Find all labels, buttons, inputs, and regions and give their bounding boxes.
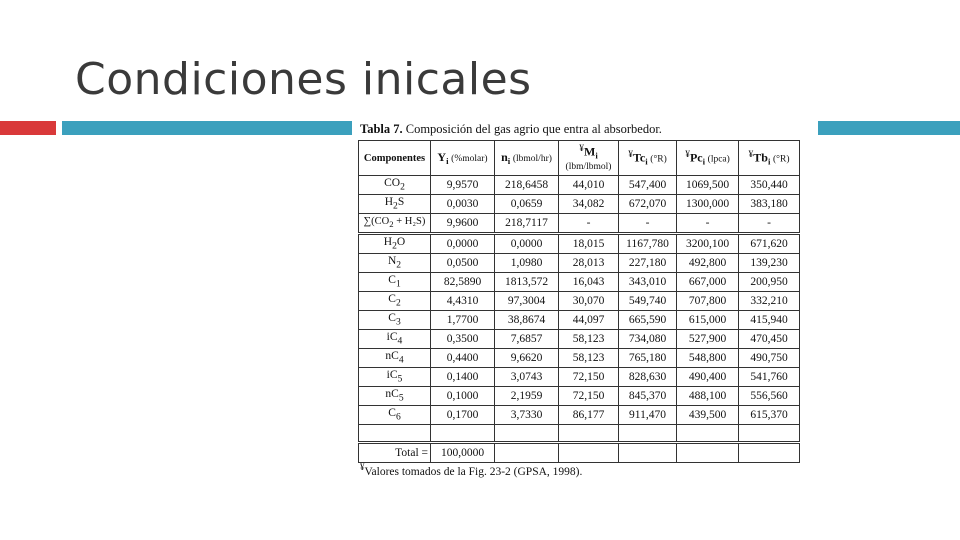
cell-tb: 490,750: [739, 349, 800, 368]
cell-component: $\sum(CO_2 + H_2S)$: [359, 214, 431, 234]
cell-ni: 9,6620: [495, 349, 559, 368]
cell-tb: 415,940: [739, 311, 800, 330]
cell-pc: 1069,500: [677, 176, 739, 195]
cell-pc: 1300,000: [677, 195, 739, 214]
cell-tc: 734,080: [619, 330, 677, 349]
cell-pc: 488,100: [677, 387, 739, 406]
cell-pc: 439,500: [677, 406, 739, 425]
cell-yi: 0,0500: [431, 254, 495, 273]
cell-tb: 332,210: [739, 292, 800, 311]
cell-pc: 3200,100: [677, 234, 739, 254]
cell-ni: 3,0743: [495, 368, 559, 387]
cell-ni: 7,6857: [495, 330, 559, 349]
cell-tb: 556,560: [739, 387, 800, 406]
cell-tb: 139,230: [739, 254, 800, 273]
cell-pc: 490,400: [677, 368, 739, 387]
cell-tb: -: [739, 214, 800, 234]
cell-yi: 0,4400: [431, 349, 495, 368]
cell-component: $H_2O$: [359, 234, 431, 254]
cell-pc: 527,900: [677, 330, 739, 349]
cell-component: $C_2$: [359, 292, 431, 311]
cell-mi: 72,150: [559, 387, 619, 406]
total-value: 100,0000: [431, 443, 495, 463]
cell-component: $H_2S$: [359, 195, 431, 214]
cell-component: $CO_2$: [359, 176, 431, 195]
cell-mi: 58,123: [559, 349, 619, 368]
total-label: Total =: [359, 443, 431, 463]
cell-pc: 667,000: [677, 273, 739, 292]
caption-text: Composición del gas agrio que entra al absorbedor.: [402, 122, 662, 136]
cell-component: $iC_4$: [359, 330, 431, 349]
cell-mi: 28,013: [559, 254, 619, 273]
cell-yi: 0,1400: [431, 368, 495, 387]
table-caption: [360, 122, 662, 137]
cell-component: $iC_5$: [359, 368, 431, 387]
cell-component: $nC_5$: [359, 387, 431, 406]
table-row-c2: [359, 292, 800, 311]
cell-tc: 845,370: [619, 387, 677, 406]
cell-pc: 615,000: [677, 311, 739, 330]
cell-tc: 672,070: [619, 195, 677, 214]
cell-component: $C_1$: [359, 273, 431, 292]
cell-pc: -: [677, 214, 739, 234]
cell-tb: 200,950: [739, 273, 800, 292]
cell-ni: 1813,572: [495, 273, 559, 292]
table-figure: [352, 117, 818, 482]
cell-tc: 1167,780: [619, 234, 677, 254]
cell-mi: 72,150: [559, 368, 619, 387]
cell-yi: 0,1700: [431, 406, 495, 425]
cell-tc: 227,180: [619, 254, 677, 273]
table-row-c3: [359, 311, 800, 330]
table-row-ic5: [359, 368, 800, 387]
cell-yi: 9,9570: [431, 176, 495, 195]
header-tc: $^¥Tc_i$ (°R): [619, 141, 677, 176]
header-pc: $^¥Pc_i$ (lpca): [677, 141, 739, 176]
cell-ni: 3,7330: [495, 406, 559, 425]
cell-tc: 665,590: [619, 311, 677, 330]
cell-pc: 492,800: [677, 254, 739, 273]
table-footnote: ¥Valores tomados de la Fig. 23-2 (GPSA, 1998).: [360, 462, 583, 478]
table-row-c1: [359, 273, 800, 292]
table-row-total: [359, 443, 800, 463]
cell-component: $nC_4$: [359, 349, 431, 368]
cell-tc: 547,400: [619, 176, 677, 195]
table-row-nc5: [359, 387, 800, 406]
header-yi: $Y_i$ (%molar): [431, 141, 495, 176]
caption-label: Tabla 7.: [360, 122, 403, 136]
table-row-h2o: [359, 234, 800, 254]
cell-tb: 615,370: [739, 406, 800, 425]
header-mi: $^¥M_i$ (lbm/lbmol): [559, 141, 619, 176]
cell-yi: 82,5890: [431, 273, 495, 292]
accent-bar-blue-right: [818, 121, 960, 135]
cell-component: $N_2$: [359, 254, 431, 273]
table-row-ic4: [359, 330, 800, 349]
cell-yi: 0,0000: [431, 234, 495, 254]
table-row-c6: [359, 406, 800, 425]
cell-mi: 18,015: [559, 234, 619, 254]
cell-yi: 0,3500: [431, 330, 495, 349]
cell-tc: 549,740: [619, 292, 677, 311]
cell-yi: 4,4310: [431, 292, 495, 311]
cell-mi: 44,097: [559, 311, 619, 330]
cell-pc: 548,800: [677, 349, 739, 368]
composition-table: [358, 140, 800, 463]
cell-mi: 58,123: [559, 330, 619, 349]
table-row-acid-sum: [359, 214, 800, 234]
cell-ni: 1,0980: [495, 254, 559, 273]
cell-mi: 16,043: [559, 273, 619, 292]
cell-mi: 30,070: [559, 292, 619, 311]
header-componentes: Componentes: [359, 141, 431, 176]
cell-ni: 0,0000: [495, 234, 559, 254]
cell-ni: 2,1959: [495, 387, 559, 406]
header-row: [359, 141, 800, 176]
cell-tb: 383,180: [739, 195, 800, 214]
cell-ni: 218,6458: [495, 176, 559, 195]
cell-tb: 541,760: [739, 368, 800, 387]
header-tb: $^¥Tb_i$ (°R): [739, 141, 800, 176]
cell-tc: 343,010: [619, 273, 677, 292]
cell-tb: 470,450: [739, 330, 800, 349]
accent-bar-blue-left: [62, 121, 352, 135]
cell-yi: 0,0030: [431, 195, 495, 214]
table-row-n2: [359, 254, 800, 273]
cell-mi: -: [559, 214, 619, 234]
cell-pc: 707,800: [677, 292, 739, 311]
table-row-co2: [359, 176, 800, 195]
cell-yi: 0,1000: [431, 387, 495, 406]
cell-ni: 97,3004: [495, 292, 559, 311]
cell-tb: 671,620: [739, 234, 800, 254]
cell-component: $C_3$: [359, 311, 431, 330]
cell-mi: 44,010: [559, 176, 619, 195]
cell-tc: 828,630: [619, 368, 677, 387]
accent-bar-red: [0, 121, 56, 135]
cell-tc: 765,180: [619, 349, 677, 368]
cell-ni: 0,0659: [495, 195, 559, 214]
table-row-empty: [359, 425, 800, 443]
cell-tb: 350,440: [739, 176, 800, 195]
cell-mi: 34,082: [559, 195, 619, 214]
cell-ni: 38,8674: [495, 311, 559, 330]
cell-mi: 86,177: [559, 406, 619, 425]
slide-title: Condiciones inicales: [75, 54, 532, 105]
cell-tc: -: [619, 214, 677, 234]
table-row-nc4: [359, 349, 800, 368]
cell-tc: 911,470: [619, 406, 677, 425]
cell-yi: 1,7700: [431, 311, 495, 330]
header-ni: $n_i$ (lbmol/hr): [495, 141, 559, 176]
cell-yi: 9,9600: [431, 214, 495, 234]
table-row-h2s: [359, 195, 800, 214]
cell-component: $C_6$: [359, 406, 431, 425]
cell-ni: 218,7117: [495, 214, 559, 234]
